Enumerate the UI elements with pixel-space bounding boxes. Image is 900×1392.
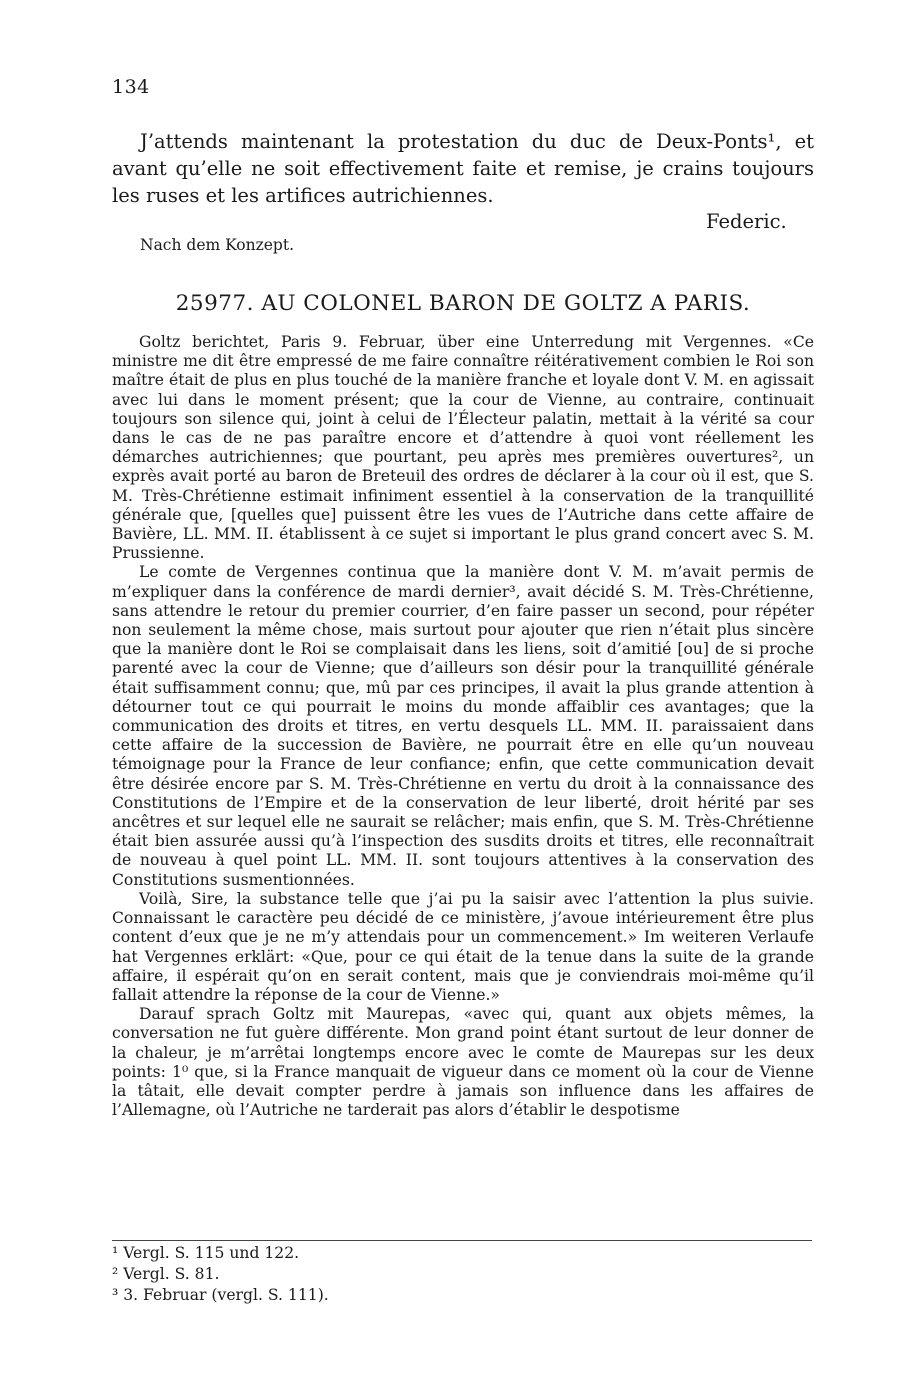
footnote-divider: [112, 1240, 812, 1241]
signature: Federic.: [706, 210, 787, 233]
page-number: 134: [112, 76, 150, 98]
body-paragraph: Goltz berichtet, Paris 9. Februar, über eine Unterredung mit Vergennes. «Ce ministre me dit être empressé de me faire connaître réitérativement combien le Roi son maître était de plus en plus touché de la manière franche et loyale dont V. M. en agissait avec lui dans le moment présent; que la cour de Vienne, au contraire, continuait toujours son silence qui, joint à celui de l’Électeur palatin, mettait à la vérité sa cour dans le cas de ne pas paraître encore et d’attendre à quoi vont réellement les démarches autrichiennes; que pourtant, peu après mes premières ouvertures², un exprès avait porté au baron de Breteuil des ordres de déclarer à la cour où il est, que S. M. Très-Chrétienne estimait infiniment essentiel à la conservation de la tranquillité générale que, [quelles que] puissent être les vues de l’Autriche dans cette affaire de Bavière, LL. MM. II. établissent à ce sujet si important le plus grand concert avec S. M. Prussienne.: [112, 333, 815, 563]
letter-heading: 25977. AU COLONEL BARON DE GOLTZ A PARIS.: [175, 291, 751, 316]
footnotes: [112, 1243, 329, 1306]
body-paragraph: Le comte de Vergennes continua que la manière dont V. M. m’avait permis de m’expliquer dans la conférence de mardi dernier³, avait décidé S. M. Très-Chrétienne, sans attendre le retour du premier courrier, d’en faire passer un second, pour répéter non seulement la même chose, mais surtout pour ajouter que rien n’était plus sincère que la manière dont le Roi se complaisait dans les liens, soit d’amitié [ou] de si proche parenté avec la cour de Vienne; que d’ailleurs son désir pour la tranquillité générale était suffisamment connu; que, mû par ces principes, il avait la plus grande attention à détourner tout ce qui pourrait le moins du monde affaiblir ces avantages; que la communication des droits et titres, en vertu desquels LL. MM. II. paraissaient dans cette affaire de la succession de Bavière, ne pourrait être en elle qu’un nouveau témoignage pour la France de leur confiance; enfin, que cette communication devait être désirée encore par S. M. Très-Chrétienne en vertu du droit à la connaissance des Constitutions de l’Empire et de la conservation de leur liberté, droit hérité par ses ancêtres et sur lequel elle ne saurait se relâcher; mais enfin, que S. M. Très-Chrétienne était bien assurée aussi qu’à l’inspection des susdits droits et titres, elle reconnaîtrait de nouveau à quel point LL. MM. II. sont toujours attentives à la conservation des Constitutions susmentionnées.: [112, 563, 814, 889]
letter-body: [112, 333, 814, 1120]
intro-paragraph: J’attends maintenant la protestation du duc de Deux-Ponts¹, et avant qu’elle ne soit effectivement faite et remise, je crains toujours les ruses et les artifices autrichiennes.: [112, 130, 814, 207]
footnote: ¹ Vergl. S. 115 und 122.: [112, 1244, 300, 1262]
footnote: ² Vergl. S. 81.: [112, 1265, 220, 1283]
source-note: Nach dem Konzept.: [140, 236, 295, 254]
body-paragraph: Voilà, Sire, la substance telle que j’ai pu la saisir avec l’attention la plus suivie. Connaissant le caractère peu décidé de ce ministère, j’avoue intérieurement être plus content d’eux que je ne m’y attendais pour un commencement.» Im weiteren Verlaufe hat Vergennes erklärt: «Que, pour ce qui était de la tenue dans la suite de la grande affaire, il espérait qu’on en serait content, mais que je conviendrais moi-même qu’il fallait attendre la réponse de la cour de Vienne.»: [112, 889, 814, 1004]
body-paragraph: Darauf sprach Goltz mit Maurepas, «avec qui, quant aux objets mêmes, la conversation ne fut guère différente. Mon grand point étant surtout de leur donner de la chaleur, je m’arrêtai longtemps encore avec le comte de Maurepas sur les deux points: 1⁰ que, si la France manquait de vigueur dans ce moment où la cour de Vienne la tâtait, elle devait compter perdre à jamais son influence dans les affaires de l’Allemagne, où l’Autriche ne tarderait pas alors d’établir le despotisme: [112, 1005, 814, 1120]
footnote: ³ 3. Februar (vergl. S. 111).: [112, 1286, 329, 1304]
